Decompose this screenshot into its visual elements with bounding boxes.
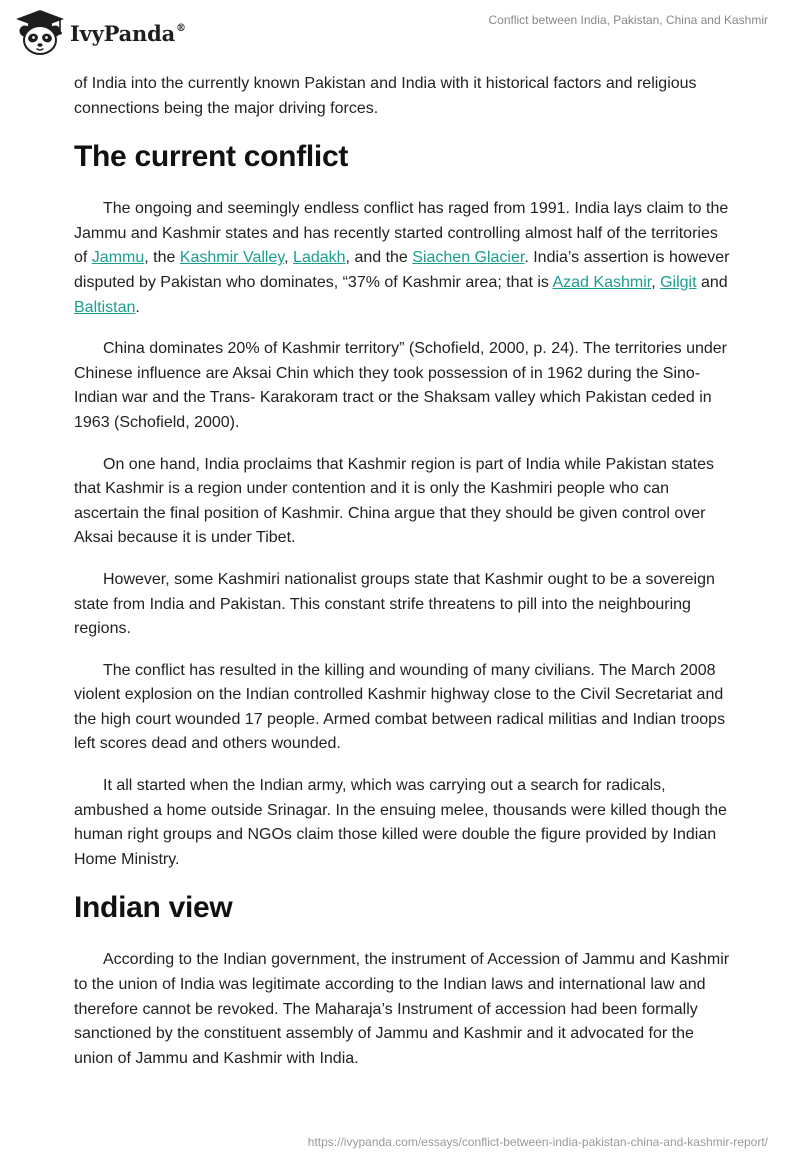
- ivypanda-logo[interactable]: [14, 8, 186, 56]
- paragraph: It all started when the Indian army, which was carrying out a search for radicals, ambushed a home outside Srinagar. In the ensuing melee, thousands were killed though the human right groups and NGOs claim those killed were double the figure provided by Indian Home Ministry.: [74, 777, 727, 868]
- link-jammu[interactable]: Jammu: [91, 249, 145, 267]
- link-gilgit[interactable]: Gilgit: [660, 273, 697, 291]
- article-body: [74, 72, 734, 1088]
- panda-graduate-icon: [14, 8, 66, 56]
- document-title: Conflict between India, Pakistan, China and Kashmir: [488, 13, 768, 27]
- paragraph: The conflict has resulted in the killing and wounding of many civilians. The March 2008 violent explosion on the Indian controlled Kashmir highway close to the Civil Secretariat and the high court wounded 17 people. Armed combat between radical militias and Indian troops left scores dead and others wounded.: [74, 661, 726, 753]
- paragraph: The ongoing and seemingly endless conflict has raged from 1991. India lays claim to the Jammu and Kashmir states and has recently started controlling almost half of the territories of Jammu, the Kashmir Valley, Ladakh, and the Siachen Glacier. India’s assertion is however disputed by Pakistan who dominates, “37% of Kashmir area; that is Azad Kashmir, Gilgit and Baltistan.: [74, 200, 730, 316]
- paragraph: China dominates 20% of Kashmir territory” (Schofield, 2000, p. 24). The territories under Chinese influence are Aksai Chin which they took possession of in 1962 during the Sino- Indian war and the Trans- Karakoram tract or the Shaksam valley which Pakistan ceded in 1963 (Schofield, 2000).: [74, 340, 727, 431]
- brand-name: IvyPanda®: [70, 20, 186, 46]
- paragraph: On one hand, India proclaims that Kashmir region is part of India while Pakistan states that Kashmir is a region under contention and it is only the Kashmiri people who can ascertain the final position of Kashmir. China argue that they should be given control over Aksai because it is under Tibet.: [74, 455, 714, 547]
- registered-mark: ®: [176, 22, 186, 34]
- page-header: [0, 0, 800, 64]
- link-siachen-glacier[interactable]: Siachen Glacier: [412, 249, 525, 267]
- paragraph: According to the Indian government, the instrument of Accession of Jammu and Kashmir to the union of India was legitimate according to the Indian laws and international law and therefore cannot be revoked. The Maharaja’s Instrument of accession had been formally sanctioned by the constituent assembly of Jammu and Kashmir and it advocated for the union of Jammu and Kashmir with India.: [74, 951, 730, 1067]
- section-heading-current-conflict: The current conflict: [74, 140, 349, 174]
- paragraph: However, some Kashmiri nationalist groups state that Kashmir ought to be a sovereign state from India and Pakistan. This constant strife threatens to pill into the neighbouring regions.: [74, 570, 715, 638]
- link-baltistan[interactable]: Baltistan: [74, 298, 136, 316]
- link-ladakh[interactable]: Ladakh: [293, 249, 346, 267]
- section-heading-indian-view: Indian view: [74, 891, 233, 925]
- link-azad-kashmir[interactable]: Azad Kashmir: [552, 273, 652, 291]
- link-kashmir-valley[interactable]: Kashmir Valley: [179, 249, 285, 267]
- source-url: https://ivypanda.com/essays/conflict-between-india-pakistan-china-and-kashmir-report/: [307, 1135, 768, 1149]
- intro-paragraph: of India into the currently known Pakistan and India with it historical factors and religious connections being the major driving forces.: [74, 75, 697, 117]
